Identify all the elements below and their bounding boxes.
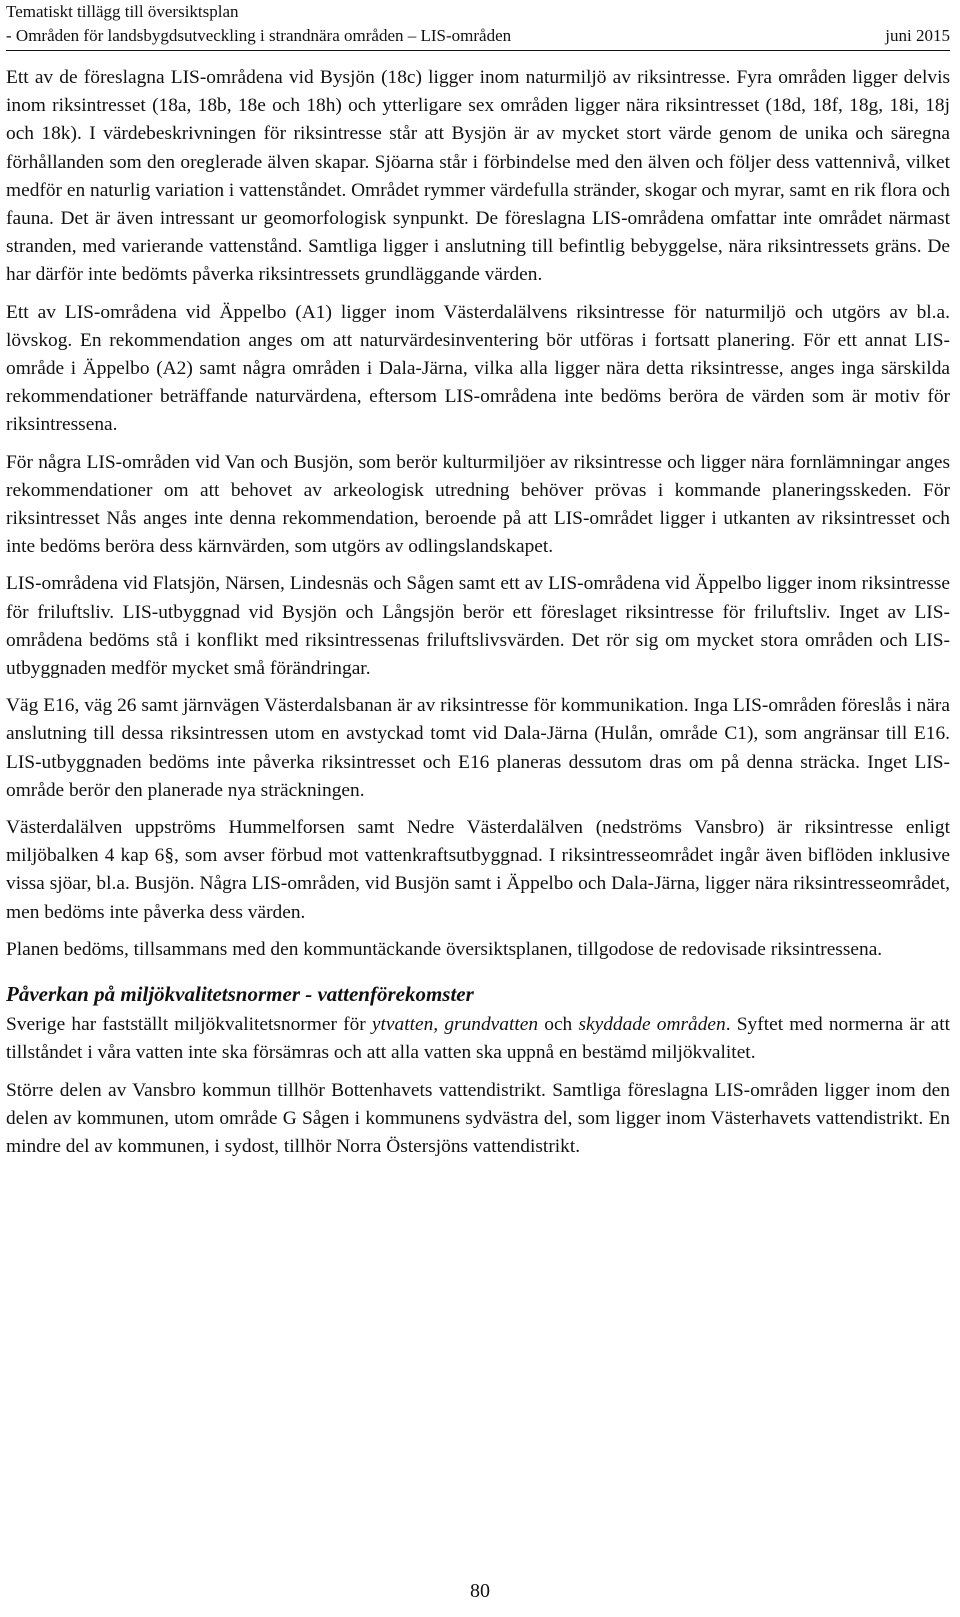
page-header — [6, 0, 950, 48]
paragraph-slutsats: Planen bedöms, tillsammans med den kommuntäckande översiktsplanen, tillgodose de redovisade riksintressena. — [6, 938, 883, 960]
paragraph-kulturmiljo: För några LIS-områden vid Van och Busjön, som berör kulturmiljöer av riksintresse och ligger nära fornlämningar anges rekommendationer om att behovet av arkeologisk utredning behöver prövas i kommande planeringsskeden. För riksintresset Nås anges inte denna rekommendation, beroende på att LIS-området ligger i utkanten av riksintresset och inte bedöms beröra dess kärnvärden, som utgörs av odlingslandskapet. — [6, 451, 950, 558]
document-date: juni 2015 — [885, 26, 950, 45]
paragraph-kommunikation: Väg E16, väg 26 samt järnvägen Västerdalsbanan är av riksintresse för kommunikation. Inga LIS-områden föreslås i nära anslutning till dessa riksintressen utom en avstyckad tomt vid Dala-Järna (Hulån, område C1), som angränsar till E16. LIS-utbyggnaden bedöms inte påverka riksintresset och E16 planeras dessutom dras om på denna sträcka. Inget LIS-område berör den planerade nya sträckningen. — [6, 695, 950, 801]
paragraph-appelbo: Ett av LIS-områdena vid Äppelbo (A1) ligger inom Västerdalälvens riksintresse för naturmiljö och utgörs av bl.a. lövskog. En rekommendation anges om att naturvärdesinventering bör utföras i fortsatt planering. För ett annat LIS-område i Äppelbo (A2) samt några områden i Dala-Järna, vilka alla ligger nära detta riksintresse, anges inga särskilda rekommendationer beträffande naturvärdena, eftersom LIS-områdena inte bedöms beröra de värden som är motiv för riksintressena. — [6, 301, 950, 436]
paragraph-vattenkraft: Västerdalälven uppströms Hummelforsen samt Nedre Västerdalälven (nedströms Vansbro) är riksintresse enligt miljöbalken 4 kap 6§, som avser förbud mot vattenkraftsutbyggnad. I riksintresseområdet ingår även biflöden inklusive vissa sjöar, bl.a. Busjön. Några LIS-områden, vid Busjön samt i Äppelbo och Dala-Järna, ligger nära riksintresseområdet, men bedöms inte påverka dess värden. — [6, 817, 950, 923]
mkn-text-3: . Syftet med normerna är att tillståndet i våra vatten inte ska försämras och att alla vatten ska uppnå en bestämd miljökvalitet. — [6, 1014, 950, 1064]
mkn-text-2: och — [538, 1014, 579, 1036]
document-title: Tematiskt tillägg till översiktsplan — [6, 2, 239, 21]
paragraph-miljokvalitetsnormer — [6, 1011, 950, 1067]
document-subtitle: - Områden för landsbygdsutveckling i strandnära områden – LIS-områden — [6, 26, 512, 45]
header-subtitle-row — [6, 24, 950, 48]
mkn-text-1: Sverige har fastställt miljökvalitetsnormer för — [6, 1014, 372, 1036]
paragraph-vattendistrikt: Större delen av Vansbro kommun tillhör Bottenhavets vattendistrikt. Samtliga föreslagna LIS-områden ligger inom den delen av kommunen, utom område G Sågen i kommunens sydvästra del, som ligger inom Västerhavets vattendistrikt. En mindre del av kommunen, i sydost, tillhör Norra Östersjöns vattendistrikt. — [6, 1079, 950, 1157]
header-divider — [6, 50, 950, 51]
mkn-italic-2: skyddade områden — [578, 1014, 726, 1036]
section-heading: Påverkan på miljökvalitetsnormer - vattenförekomster — [6, 982, 474, 1007]
body-text — [6, 64, 950, 1170]
mkn-italic-1: ytvatten, grundvatten — [371, 1014, 539, 1036]
page-number: 80 — [470, 1580, 490, 1602]
paragraph-bysjon: Ett av de föreslagna LIS-områdena vid Bysjön (18c) ligger inom naturmiljö av riksintresse. Fyra områden ligger delvis inom riksintresset (18a, 18b, 18e och 18h) och ytterligare sex områden ligger nära riksintresset (18d, 18f, 18g, 18i, 18j och 18k). I värdebeskrivningen för riksintresse står att Bysjön är av mycket stort värde genom de unika och säregna förhållanden som den oreglerade älven skapar. Sjöarna står i förbindelse med den älven och följer dess vattennivå, vilket medför en naturlig variation i vattenståndet. Området rymmer värdefulla stränder, skogar och myrar, samt en rik flora och fauna. Det är även intressant ur geomorfologisk synpunkt. De föreslagna LIS-områdena omfattar inte området närmast stranden, med varierande vattenstånd. Samtliga ligger i anslutning till befintlig bebyggelse, nära riksintressets gräns. De har därför inte bedömts påverka riksintressets grundläggande värden. — [6, 67, 950, 286]
paragraph-friluftsliv: LIS-områdena vid Flatsjön, Närsen, Lindesnäs och Sågen samt ett av LIS-områdena vid Äppelbo ligger inom riksintresse för friluftsliv. LIS-utbyggnad vid Bysjön och Långsjön berör ett föreslaget riksintresse för friluftsliv. Inget av LIS-områdena bedöms stå i konflikt med riksintressenas friluftslivsvärden. Det rör sig om mycket stora områden och LIS-utbyggnaden medför mycket små förändringar. — [6, 573, 950, 680]
